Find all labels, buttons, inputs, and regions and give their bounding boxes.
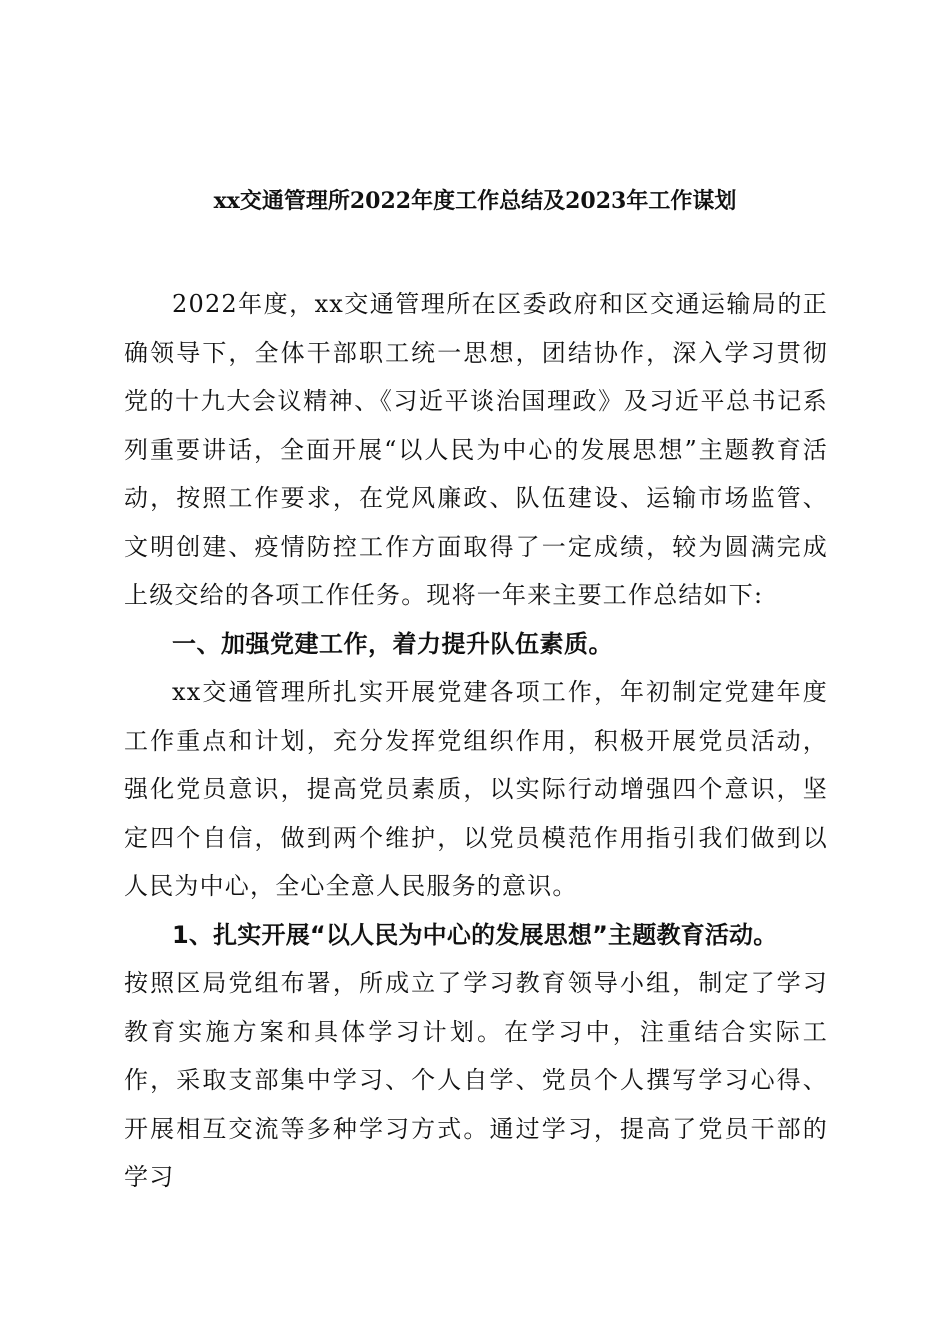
document-title: xx交通管理所2022年度工作总结及2023年工作谋划 [213, 188, 737, 214]
section-1-paragraph: xx交通管理所扎实开展党建各项工作，年初制定党建年度工作重点和计划，充分发挥党组织作用，积极开展党员活动，强化党员意识，提高党员素质，以实际行动增强四个意识，坚定四个自信，做到两个维护，以党员模范作用指引我们做到以人民为中心，全心全意人民服务的意识。 [124, 678, 828, 900]
section-1-heading: 一、加强党建工作，着力提升队伍素质。 [172, 629, 613, 658]
intro-paragraph: 2022年度，xx交通管理所在区委政府和区交通运输局的正确领导下，全体干部职工统一思想，团结协作，深入学习贯彻党的十九大会议精神、《习近平谈治国理政》及习近平总书记系列重要讲话，全面开展“以人民为中心的发展思想”主题教育活动，按照工作要求，在党风廉政、队伍建设、运输市场监管、文明创建、疫情防控工作方面取得了一定成绩，较为圆满完成上级交给的各项工作任务。现将一年来主要工作总结如下: [124, 290, 828, 609]
item-1-paragraph: 按照区局党组布署，所成立了学习教育领导小组，制定了学习教育实施方案和具体学习计划。在学习中，注重结合实际工作，采取支部集中学习、个人自学、党员个人撰写学习心得、开展相互交流等多种学习方式。通过学习，提高了党员干部的学习 [124, 969, 828, 1191]
item-1-heading: 1、扎实开展“以人民为中心的发展思想”主题教育活动。 [172, 920, 778, 949]
document-body [124, 280, 828, 1202]
